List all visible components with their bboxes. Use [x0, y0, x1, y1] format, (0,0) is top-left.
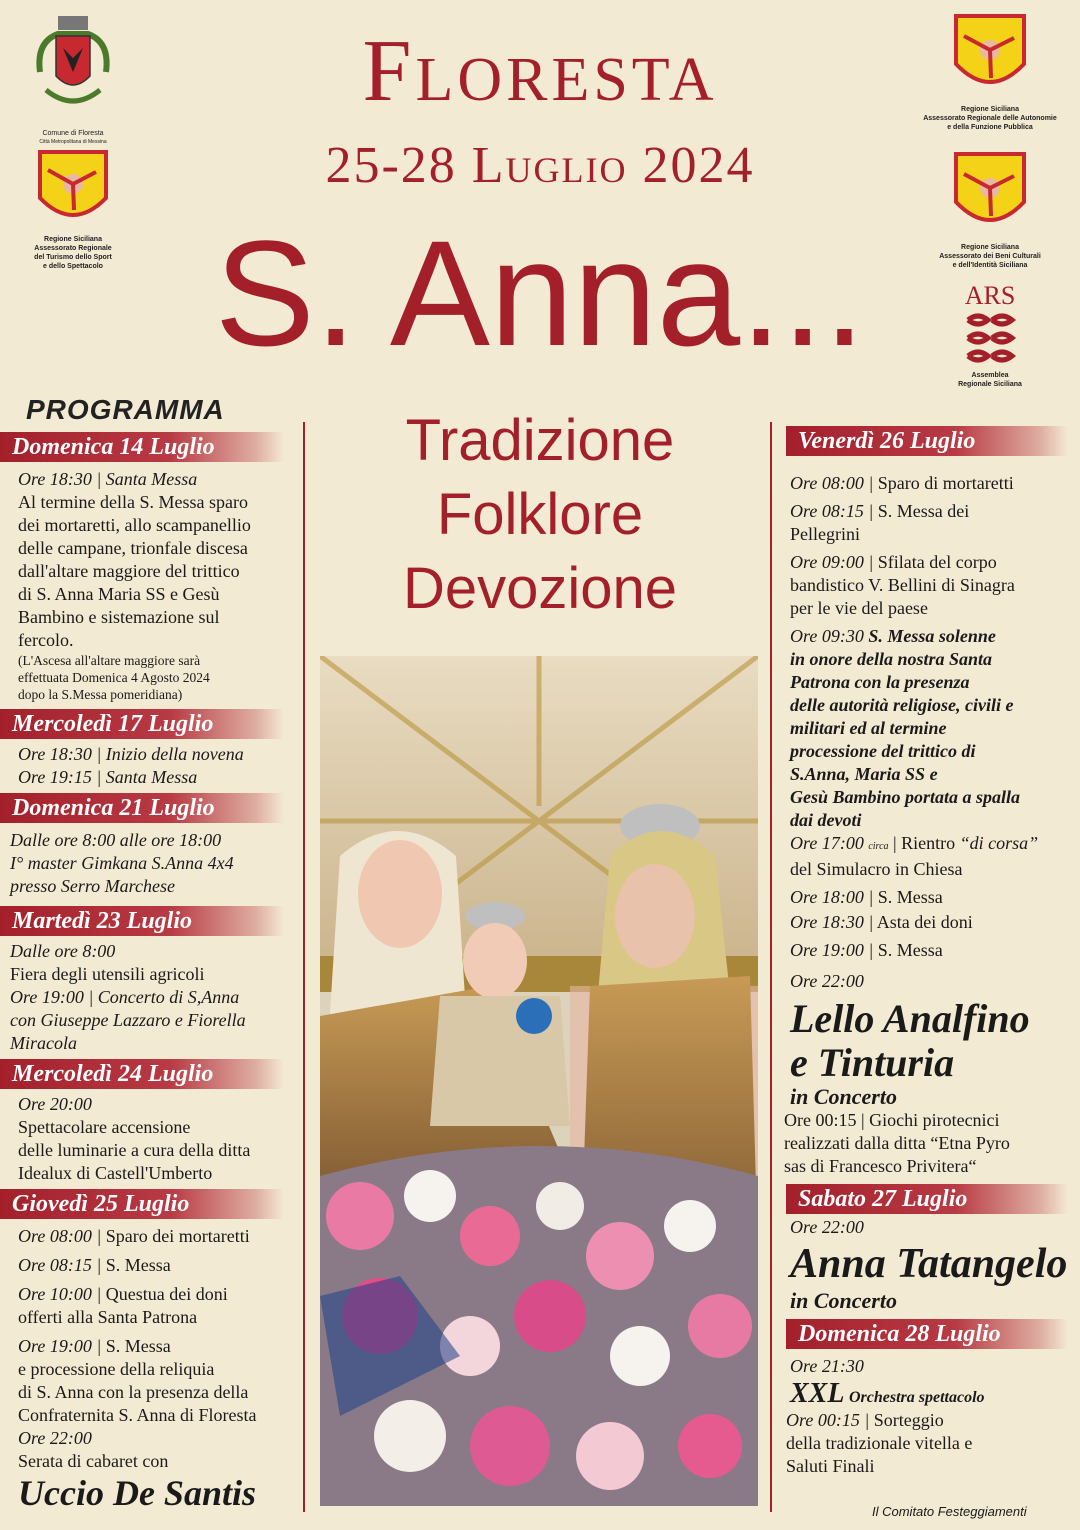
- event: S. Messa dei: [877, 501, 970, 521]
- time: Ore 08:15 |: [18, 1255, 102, 1275]
- schedule-line: Ore 20:00: [18, 1094, 92, 1114]
- day-header: Venerdì 26 Luglio: [786, 426, 1068, 456]
- day-header: Domenica 21 Luglio: [0, 793, 284, 823]
- band-name: XXL: [790, 1378, 845, 1409]
- event-dates: 25-28 Luglio 2024: [325, 137, 755, 194]
- trinacria-icon: [912, 12, 1068, 100]
- column-divider: [303, 422, 305, 1512]
- subtitle-line: Folklore: [436, 482, 644, 547]
- schedule-text: Fiera degli utensili agricoli: [10, 964, 205, 984]
- event: S. Messa: [877, 887, 943, 907]
- event: S. Messa: [105, 1336, 171, 1356]
- day-header: Domenica 14 Luglio: [0, 432, 284, 462]
- logo-text: Regione Siciliana: [961, 106, 1019, 113]
- schedule-text: Idealux di Castell'Umberto: [18, 1163, 213, 1183]
- logo-text: Assessorato Regionale: [34, 245, 112, 252]
- schedule-text: Gesù Bambino portata a spalla: [790, 787, 1021, 807]
- saints-photo: [320, 656, 758, 1506]
- event: Sparo di mortaretti: [877, 473, 1014, 493]
- logo-text: e dell'Identità Siciliana: [952, 262, 1028, 269]
- event: S. Messa solenne: [868, 626, 996, 646]
- schedule-text: offerti alla Santa Patrona: [18, 1307, 198, 1327]
- event: Sfilata del corpo: [877, 552, 997, 572]
- time-note: circa: [868, 841, 889, 852]
- autonomie-logo: [912, 12, 1068, 132]
- time: Ore 17:00: [790, 833, 864, 853]
- logo-text: Città Metropolitana di Messina: [39, 139, 107, 145]
- schedule-line: [790, 832, 1076, 858]
- schedule-line: Ore 22:00: [790, 971, 864, 991]
- schedule-text: delle campane, trionfale discesa: [18, 538, 248, 558]
- event: S. Messa: [877, 940, 943, 960]
- event: | Rientro: [893, 833, 956, 853]
- logo-text: Regione Siciliana: [961, 244, 1019, 251]
- day-header: Mercoledì 17 Luglio: [0, 709, 284, 739]
- time: Ore 10:00 |: [18, 1284, 102, 1304]
- schedule-line: presso Serro Marchese: [10, 876, 175, 896]
- logo-text: Assessorato dei Beni Culturali: [939, 253, 1041, 260]
- ars-emblem-icon: [930, 310, 1050, 366]
- time: Ore 08:00 |: [18, 1226, 102, 1246]
- schedule-text: dall'altare maggiore del trittico: [18, 561, 240, 581]
- schedule-text: sas di Francesco Privitera“: [784, 1156, 977, 1176]
- schedule-text: Patrona con la presenza: [790, 672, 970, 692]
- schedule-text: in onore della nostra Santa: [790, 649, 993, 669]
- schedule-note: effettuata Domenica 4 Agosto 2024: [18, 670, 210, 685]
- schedule-note: (L'Ascesa all'altare maggiore sarà: [18, 653, 201, 668]
- time: Ore 19:00 |: [790, 940, 874, 960]
- schedule-text: Spettacolare accensione: [18, 1117, 191, 1137]
- subtitle-line: Devozione: [402, 556, 678, 621]
- ars-label: ARS: [964, 281, 1016, 310]
- turismo-logo: [18, 148, 128, 271]
- ars-logo: [930, 282, 1050, 389]
- time: Ore 18:00 |: [790, 887, 874, 907]
- schedule-line: [790, 625, 1076, 648]
- event: Sparo dei mortaretti: [105, 1226, 250, 1246]
- schedule-text: del Simulacro in Chiesa: [790, 859, 963, 879]
- schedule-line: Dalle ore 8:00 alle ore 18:00: [10, 830, 222, 850]
- schedule-line: [18, 468, 300, 491]
- schedule-line: Miracola: [10, 1033, 77, 1053]
- schedule-line: Ore 22:00: [18, 1428, 92, 1448]
- schedule-line: [790, 911, 1076, 934]
- schedule-line: [18, 1335, 300, 1358]
- schedule-line: [18, 1283, 300, 1306]
- schedule-line: con Giuseppe Lazzaro e Fiorella: [10, 1010, 246, 1030]
- schedule-text: realizzati dalla ditta “Etna Pyro: [784, 1133, 1010, 1153]
- event: Orchestra spettacolo: [848, 1389, 985, 1406]
- beni-culturali-logo: [912, 150, 1068, 270]
- schedule-text: dei mortaretti, allo scampanellio: [18, 515, 251, 535]
- day-header: Sabato 27 Luglio: [786, 1184, 1068, 1214]
- schedule-line: Ore 18:30 | Inizio della novena: [18, 744, 244, 764]
- schedule-text: bandistico V. Bellini di Sinagra: [790, 575, 1015, 595]
- event: Asta dei doni: [876, 912, 973, 932]
- town-title: Floresta: [362, 23, 718, 120]
- logo-text: e dello Spettacolo: [43, 263, 103, 270]
- comune-logo: [28, 12, 118, 147]
- day-header: Domenica 28 Luglio: [786, 1319, 1068, 1349]
- logo-text: Assemblea: [971, 372, 1009, 379]
- time: Ore 09:00 |: [790, 552, 874, 572]
- logo-text: e della Funzione Pubblica: [947, 124, 1033, 131]
- schedule-text: Bambino e sistemazione sul: [18, 607, 220, 627]
- event: Questua dei doni: [105, 1284, 228, 1304]
- logo-text: del Turismo dello Sport: [34, 254, 112, 261]
- schedule-line: [18, 1225, 300, 1248]
- schedule-text: Serata di cabaret con: [18, 1451, 169, 1471]
- time: Ore 08:15 |: [790, 501, 874, 521]
- in-concerto-label: in Concerto: [790, 1084, 897, 1109]
- schedule-line: [786, 1409, 1076, 1432]
- schedule-text: dai devoti: [790, 810, 862, 830]
- schedule-text: militari ed al termine: [790, 718, 947, 738]
- schedule-text: Saluti Finali: [786, 1456, 875, 1476]
- schedule-line: [790, 551, 1076, 574]
- schedule-line: Ore 19:00 | Concerto di S,Anna: [10, 987, 240, 1007]
- committee-signature: Il Comitato Festeggiamenti: [872, 1504, 1027, 1519]
- schedule-line: [790, 939, 1076, 962]
- schedule-text: Confraternita S. Anna di Floresta: [18, 1405, 257, 1425]
- time: Ore 19:00 |: [18, 1336, 102, 1356]
- schedule-text: e processione della reliquia: [18, 1359, 215, 1379]
- schedule-text: della tradizionale vitella e: [786, 1433, 973, 1453]
- time: Ore 18:30 |: [790, 912, 874, 932]
- event: Santa Messa: [105, 469, 198, 489]
- artist-name: Lello Analfino: [790, 996, 1030, 1041]
- left-column: [0, 432, 300, 1513]
- schedule-line: Ore 21:30: [790, 1356, 864, 1376]
- event: S. Messa: [105, 1255, 171, 1275]
- schedule-line: [790, 500, 1076, 523]
- subtitle-line: Tradizione: [405, 408, 675, 473]
- schedule-text: di S. Anna Maria SS e Gesù: [18, 584, 220, 604]
- day-header: Mercoledì 24 Luglio: [0, 1059, 284, 1089]
- schedule-line: [18, 1254, 300, 1277]
- logo-text: Regione Siciliana: [44, 236, 102, 243]
- event: Sorteggio: [873, 1410, 944, 1430]
- schedule-line: [790, 1378, 1076, 1409]
- schedule-text: processione del trittico di: [790, 741, 976, 761]
- schedule-line: Ore 19:15 | Santa Messa: [18, 767, 198, 787]
- schedule-text: Al termine della S. Messa sparo: [18, 492, 248, 512]
- schedule-line: Ore 22:00: [790, 1217, 864, 1237]
- day-header: Martedì 23 Luglio: [0, 906, 284, 936]
- artist-name: Uccio De Santis: [18, 1473, 256, 1513]
- schedule-text: S.Anna, Maria SS e: [790, 764, 938, 784]
- schedule-text: fercolo.: [18, 630, 74, 650]
- schedule-text: delle autorità religiose, civili e: [790, 695, 1014, 715]
- subtitle: [320, 404, 760, 626]
- trinacria-icon: [912, 150, 1068, 238]
- in-concerto-label: in Concerto: [790, 1288, 897, 1313]
- schedule-text: delle luminarie a cura della ditta: [18, 1140, 251, 1160]
- schedule-line: Dalle ore 8:00: [10, 941, 116, 961]
- schedule-line: I° master Gimkana S.Anna 4x4: [10, 853, 234, 873]
- day-header: Giovedì 25 Luglio: [0, 1189, 284, 1219]
- time: Ore 18:30 |: [18, 469, 102, 489]
- schedule-line: [790, 886, 1076, 909]
- column-divider: [770, 422, 772, 1512]
- schedule-line: [790, 472, 1076, 495]
- schedule-text: Ore 00:15 | Giochi pirotecnici: [784, 1110, 1000, 1130]
- saints-statues-image: [320, 656, 758, 1506]
- comune-crest-icon: [28, 12, 118, 122]
- schedule-note: dopo la S.Messa pomeridiana): [18, 687, 183, 702]
- artist-name: Anna Tatangelo: [790, 1241, 1068, 1287]
- logo-text: Comune di Floresta: [42, 130, 104, 137]
- schedule-text: per le vie del paese: [790, 598, 928, 618]
- right-column: [786, 426, 1076, 1478]
- event: “di corsa”: [959, 833, 1039, 853]
- logo-text: Assessorato Regionale delle Autonomie: [923, 115, 1057, 122]
- time: Ore 09:30: [790, 626, 864, 646]
- trinacria-icon: [18, 148, 128, 230]
- logo-text: Regionale Siciliana: [958, 381, 1022, 388]
- schedule-text: di S. Anna con la presenza della: [18, 1382, 249, 1402]
- time: Ore 08:00 |: [790, 473, 874, 493]
- saint-title: S. Anna...: [214, 209, 866, 377]
- schedule-text: Pellegrini: [790, 524, 860, 544]
- artist-name: e Tinturia: [790, 1040, 955, 1085]
- programma-heading: PROGRAMMA: [26, 394, 225, 425]
- time: Ore 00:15 |: [786, 1410, 870, 1430]
